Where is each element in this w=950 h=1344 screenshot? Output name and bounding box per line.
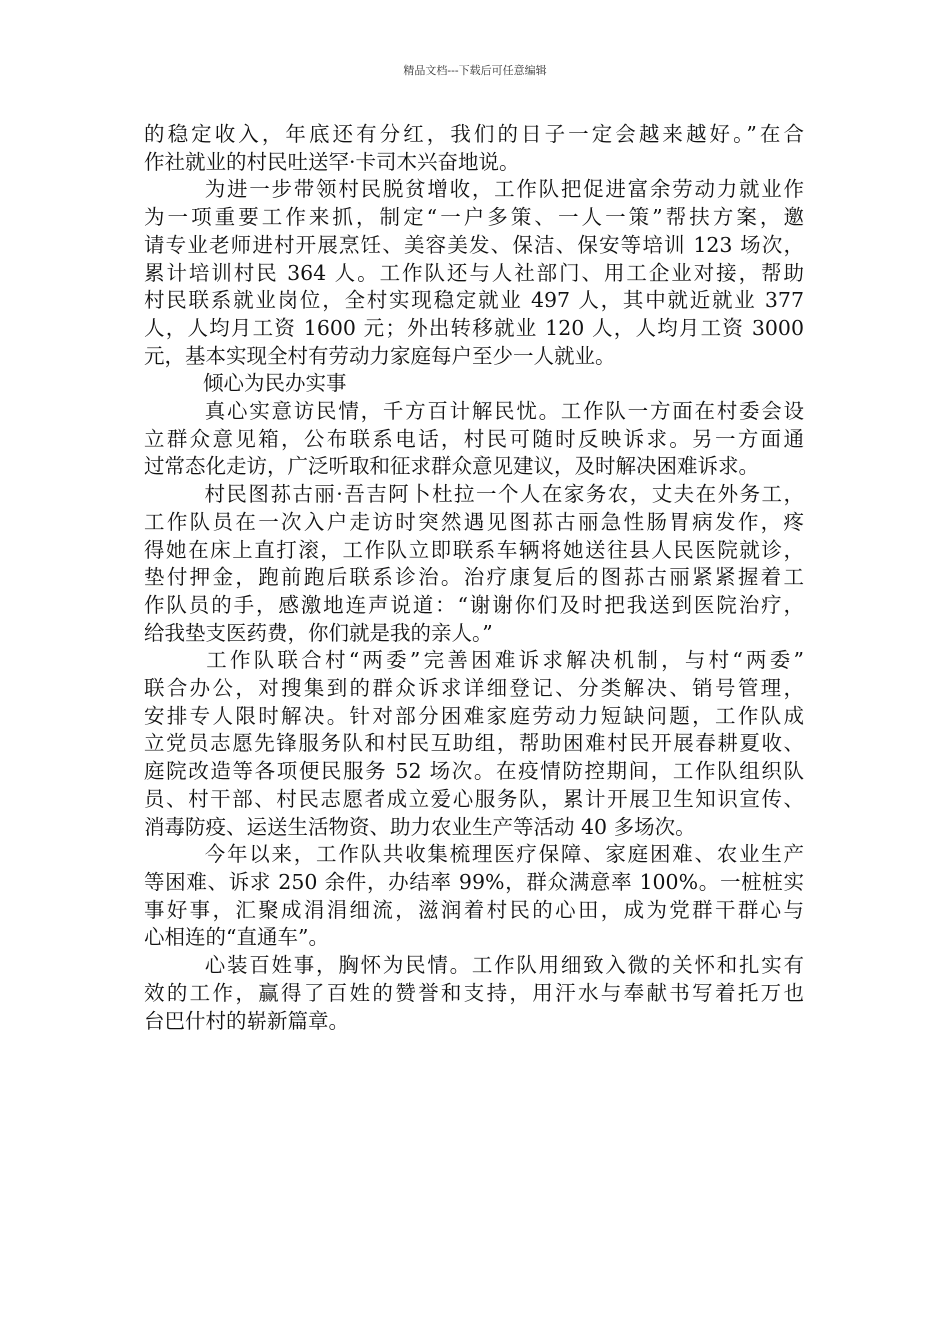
text-line: 工作队员在一次入户走访时突然遇见图荪古丽急性肠胃病发作，疼 (144, 509, 804, 534)
paragraph (144, 841, 804, 952)
text-line (144, 952, 804, 980)
text-line: 台巴什村的崭新篇章。 (144, 1008, 349, 1033)
text-line-content: 真心实意访民情，千方百计解民忧。工作队一方面在村委会设 (203, 399, 804, 424)
text-line: 作队员的手，感激地连声说道：“谢谢你们及时把我送到医院治疗， (144, 592, 804, 617)
text-line: 累计培训村民 364 人。工作队还与人社部门、用工企业对接，帮助 (144, 260, 804, 285)
text-line: 立党员志愿先锋服务队和村民互助组，帮助困难村民开展春耕夏收、 (144, 731, 804, 756)
text-line: 效的工作，赢得了百姓的赞誉和支持，用汗水与奉献书写着托万也 (144, 980, 804, 1005)
text-line: 员、村干部、村民志愿者成立爱心服务队，累计开展卫生知识宣传、 (144, 786, 804, 811)
paragraph (144, 481, 804, 647)
text-line-content: 心装百姓事，胸怀为民情。工作队用细致入微的关怀和扎实有 (203, 953, 804, 978)
text-line-content: 为进一步带领村民脱贫增收，工作队把促进富余劳动力就业作 (203, 177, 804, 202)
text-line: 过常态化走访，广泛听取和征求群众意见建议，及时解决困难诉求。 (144, 454, 759, 479)
text-line-content: 工作队联合村“两委”完善困难诉求解决机制，与村“两委” (203, 648, 804, 673)
text-line: 等困难、诉求 250 余件，办结率 99%，群众满意率 100%。一桩桩实 (144, 869, 804, 894)
text-line (144, 398, 804, 426)
section-heading (144, 370, 804, 398)
text-line: 作社就业的村民吐送罕·卡司木兴奋地说。 (144, 149, 520, 174)
text-line: 请专业老师进村开展烹饪、美容美发、保洁、保安等培训 123 场次， (144, 232, 804, 257)
text-line: 给我垫支医药费，你们就是我的亲人。” (144, 620, 493, 645)
text-line: 庭院改造等各项便民服务 52 场次。在疫情防控期间，工作队组织队 (144, 759, 804, 784)
text-line: 联合办公，对搜集到的群众诉求详细登记、分类解决、销号管理， (144, 676, 804, 701)
document-body (144, 121, 804, 1035)
text-line (144, 370, 804, 398)
paragraph (144, 952, 804, 1035)
text-line-content: 倾心为民办实事 (203, 371, 347, 396)
text-line: 的稳定收入，年底还有分红，我们的日子一定会越来越好。”在合 (144, 122, 804, 146)
text-line-content: 村民图荪古丽·吾吉阿卜杜拉一个人在家务农，丈夫在外务工， (203, 482, 804, 507)
paragraph (144, 176, 804, 370)
text-line: 消毒防疫、运送生活物资、助力农业生产等活动 40 多场次。 (144, 814, 696, 839)
text-line (144, 841, 804, 869)
paragraph (144, 647, 804, 841)
text-line: 垫付押金，跑前跑后联系诊治。治疗康复后的图荪古丽紧紧握着工 (144, 565, 804, 590)
text-line: 事好事，汇聚成涓涓细流，滋润着村民的心田，成为党群干群心与 (144, 897, 804, 922)
text-line: 心相连的“直通车”。 (144, 925, 329, 950)
text-line (144, 176, 804, 204)
paragraph (144, 398, 804, 481)
text-line-content: 今年以来，工作队共收集梳理医疗保障、家庭困难、农业生产 (203, 842, 804, 867)
text-line: 立群众意见箱，公布联系电话，村民可随时反映诉求。另一方面通 (144, 426, 804, 451)
text-line (144, 647, 804, 675)
page-header: 精品文档---下载后可任意编辑 (403, 64, 547, 77)
text-line: 为一项重要工作来抓，制定“一户多策、一人一策”帮扶方案，邀 (144, 205, 804, 230)
text-line: 村民联系就业岗位，全村实现稳定就业 497 人，其中就近就业 377 (144, 288, 804, 313)
text-line: 人，人均月工资 1600 元；外出转移就业 120 人，人均月工资 3000 (144, 315, 804, 340)
text-line: 元，基本实现全村有劳动力家庭每户至少一人就业。 (144, 343, 616, 368)
text-line (144, 481, 804, 509)
paragraph (144, 121, 804, 176)
text-line: 安排专人限时解决。针对部分困难家庭劳动力短缺问题，工作队成 (144, 703, 804, 728)
text-line: 得她在床上直打滚，工作队立即联系车辆将她送往县人民医院就诊， (144, 537, 804, 562)
